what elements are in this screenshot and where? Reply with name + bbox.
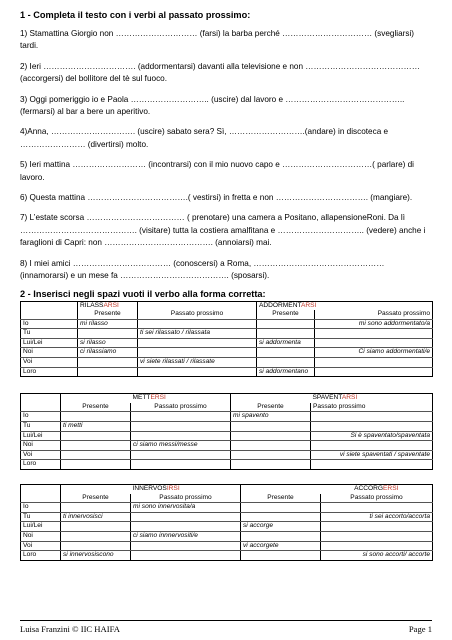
col-passato: Passato prossimo	[311, 403, 433, 412]
worksheet-page	[20, 8, 432, 561]
verb-heading-rilassarsi: RILASSARSI	[78, 301, 138, 310]
person-cell: Tu	[21, 512, 61, 522]
person-cell: Io	[21, 503, 61, 513]
table-row	[21, 531, 433, 541]
conjugation-cell	[131, 551, 241, 561]
conjugation-cell	[321, 541, 433, 551]
exercise1-item-6: 6) Questa mattina ……………………………….( vestirsi) in fretta e non ……………………………. (mangiare).	[20, 193, 413, 203]
person-cell: Noi	[21, 441, 61, 451]
conjugation-cell: ci rilassiamo	[78, 348, 138, 358]
conjugation-cell	[61, 531, 131, 541]
exercise1-item-2: 2) Ieri ……………………………. (addormentarsi) davanti alla televisione e non …………………………………… (accorgersi) del bollitore del tè sul fuoco.	[20, 61, 420, 84]
table-row	[21, 348, 433, 358]
conjugation-cell	[131, 512, 241, 522]
conjugation-cell: mi sono innervosita/a	[131, 503, 241, 513]
conjugation-cell: ci siamo innnervositi/e	[131, 531, 241, 541]
person-cell: Lui/Lei	[21, 522, 61, 532]
conjugation-cell	[321, 531, 433, 541]
conjugation-cell: Ci siamo addormentati/e	[315, 348, 433, 358]
person-cell: Tu	[21, 329, 78, 339]
verb-heading-accorgersi: ACCORGERSI	[321, 485, 433, 494]
exercise1-item-1: 1) Stamattina Giorgio non ………………………… (farsi) la barba perché …………………………… (svegliarsi) tardi.	[20, 29, 415, 51]
col-presente: Presente	[231, 403, 311, 412]
table-row	[21, 358, 433, 368]
page-footer	[20, 620, 432, 634]
person-cell: Loro	[21, 460, 61, 470]
conjugation-cell	[315, 358, 433, 368]
exercise1-item-7: 7) L’estate scorsa ……………………………… ( prenotare) una camera a Positano, allapensioneRoni. Da lì ……………………………………. (visitare) tutta la costiera amalfitana e ………………………….. (vedere) anche i faraglioni di Capri: non …………………………………. (annoiarsi) mai.	[20, 213, 426, 248]
col-passato: Passato prossimo	[138, 310, 257, 319]
person-cell: Tu	[21, 422, 61, 432]
conjugation-cell	[241, 512, 321, 522]
col-presente: Presente	[257, 310, 315, 319]
conjugation-cell	[78, 329, 138, 339]
exercise1-item-4: 4)Anna, …………………………. (uscire) sabato sera? Sì, ……………………….(andare) in discoteca e …………………… (divertirsi) molto.	[20, 127, 389, 149]
conjugation-cell	[61, 450, 131, 460]
exercise1-item-3: 3) Oggi pomeriggio io e Paola ……………………….. (uscire) dal lavoro e ……………………………………..(fermarsi) al bar a bere un aperitivo.	[20, 94, 405, 117]
exercise1-item-8: 8) I miei amici ……………………………… (conoscersi) a Roma, ………………………………………… (innamorarsi) e un mese fa …………………………………. (sposarsi).	[20, 258, 385, 281]
table-row	[21, 541, 433, 551]
conjugation-cell	[311, 412, 433, 422]
conjugation-cell	[61, 412, 131, 422]
conjugation-table-1	[20, 301, 433, 378]
conjugation-cell	[241, 531, 321, 541]
conjugation-cell	[257, 319, 315, 329]
col-presente: Presente	[241, 494, 321, 503]
conjugation-cell	[241, 551, 321, 561]
person-cell: Io	[21, 412, 61, 422]
exercise2-title: 2 - Inserisci negli spazi vuoti il verbo alla forma corretta:	[20, 288, 266, 299]
footer-author: Luisa Franzini © IIC HAIFA	[20, 624, 120, 634]
table-row	[21, 512, 433, 522]
table-row	[21, 551, 433, 561]
conjugation-cell	[311, 422, 433, 432]
person-cell: Lui/Lei	[21, 338, 78, 348]
conjugation-cell	[231, 460, 311, 470]
table-row	[21, 441, 433, 451]
conjugation-cell	[257, 348, 315, 358]
conjugation-cell	[311, 441, 433, 451]
conjugation-cell	[61, 541, 131, 551]
conjugation-cell	[131, 522, 241, 532]
conjugation-cell: ti sei rilassato / rilassata	[138, 329, 257, 339]
table-row	[21, 422, 433, 432]
table-row	[21, 503, 433, 513]
conjugation-cell: mi rilasso	[78, 319, 138, 329]
conjugation-cell	[138, 367, 257, 377]
col-passato: Passato prossimo	[315, 310, 433, 319]
conjugation-cell: Si è spaventato/spaventata	[311, 431, 433, 441]
table-row	[21, 367, 433, 377]
conjugation-cell	[138, 348, 257, 358]
person-cell: Noi	[21, 531, 61, 541]
person-cell: Noi	[21, 348, 78, 358]
conjugation-cell	[131, 460, 231, 470]
verb-heading-mettersi: METTERSI	[131, 394, 231, 403]
conjugation-cell	[231, 422, 311, 432]
exercise1-title: 1 - Completa il testo con i verbi al passato prossimo:	[20, 10, 251, 20]
conjugation-cell: si sono accorti/ accorte	[321, 551, 433, 561]
table-row	[21, 431, 433, 441]
verb-heading-innervosirsi: INNERVOSIRSI	[131, 485, 241, 494]
person-cell: Lui/Lei	[21, 431, 61, 441]
conjugation-cell	[231, 431, 311, 441]
conjugation-cell	[321, 522, 433, 532]
conjugation-cell: vi siete rilassati / rilassate	[138, 358, 257, 368]
conjugation-table-2	[20, 393, 433, 470]
conjugation-cell	[61, 522, 131, 532]
exercise1-item-5: 5) Ieri mattina ……………………… (incontrarsi) con il mio nuovo capo e ……………………………( parlare) di lavoro.	[20, 160, 415, 182]
conjugation-cell	[231, 441, 311, 451]
person-cell: Io	[21, 319, 78, 329]
conjugation-cell: si addormentano	[257, 367, 315, 377]
col-passato: Passato prossimo	[131, 494, 241, 503]
conjugation-cell	[311, 460, 433, 470]
table-row	[21, 319, 433, 329]
person-cell: Loro	[21, 551, 61, 561]
conjugation-cell: si accorge	[241, 522, 321, 532]
conjugation-cell	[61, 503, 131, 513]
conjugation-cell: ti innervosisci	[61, 512, 131, 522]
conjugation-cell	[61, 431, 131, 441]
person-cell: Loro	[21, 367, 78, 377]
person-cell: Voi	[21, 541, 61, 551]
conjugation-cell	[61, 460, 131, 470]
person-cell: Voi	[21, 450, 61, 460]
conjugation-cell	[131, 431, 231, 441]
conjugation-cell	[315, 329, 433, 339]
conjugation-cell	[257, 329, 315, 339]
conjugation-cell: si rilasso	[78, 338, 138, 348]
conjugation-cell: ti metti	[61, 422, 131, 432]
col-presente: Presente	[61, 403, 131, 412]
verb-heading-addormentarsi: ADDORMENTARSI	[257, 301, 315, 310]
footer-page-number: Page 1	[408, 624, 432, 634]
conjugation-cell	[241, 503, 321, 513]
conjugation-cell: mi sono addormentato/a	[315, 319, 433, 329]
conjugation-table-3	[20, 484, 433, 561]
conjugation-cell	[78, 367, 138, 377]
conjugation-cell: vi accorgete	[241, 541, 321, 551]
conjugation-cell: ci siamo messi/messe	[131, 441, 231, 451]
conjugation-cell	[257, 358, 315, 368]
conjugation-cell	[78, 358, 138, 368]
col-passato: Passato prossimo	[321, 494, 433, 503]
conjugation-cell: ti sei accorto/accorta	[321, 512, 433, 522]
table-row	[21, 450, 433, 460]
conjugation-cell	[138, 338, 257, 348]
conjugation-cell: mi spavento	[231, 412, 311, 422]
col-presente: Presente	[78, 310, 138, 319]
conjugation-cell	[61, 441, 131, 451]
col-passato: Passato prossimo	[131, 403, 231, 412]
conjugation-cell	[138, 319, 257, 329]
conjugation-cell	[131, 412, 231, 422]
table-row	[21, 522, 433, 532]
conjugation-cell	[321, 503, 433, 513]
table-row	[21, 329, 433, 339]
person-cell: Voi	[21, 358, 78, 368]
table-row	[21, 460, 433, 470]
conjugation-cell	[315, 367, 433, 377]
conjugation-cell: si addormenta	[257, 338, 315, 348]
conjugation-cell	[131, 422, 231, 432]
conjugation-cell: si innervosiscono	[61, 551, 131, 561]
conjugation-cell	[315, 338, 433, 348]
conjugation-cell	[131, 450, 231, 460]
table-row	[21, 338, 433, 348]
verb-heading-spaventarsi: SPAVENTARSI	[311, 394, 433, 403]
conjugation-cell: vi siete spaventati / spaventate	[311, 450, 433, 460]
table-row	[21, 412, 433, 422]
conjugation-cell	[231, 450, 311, 460]
col-presente: Presente	[61, 494, 131, 503]
conjugation-cell	[131, 541, 241, 551]
